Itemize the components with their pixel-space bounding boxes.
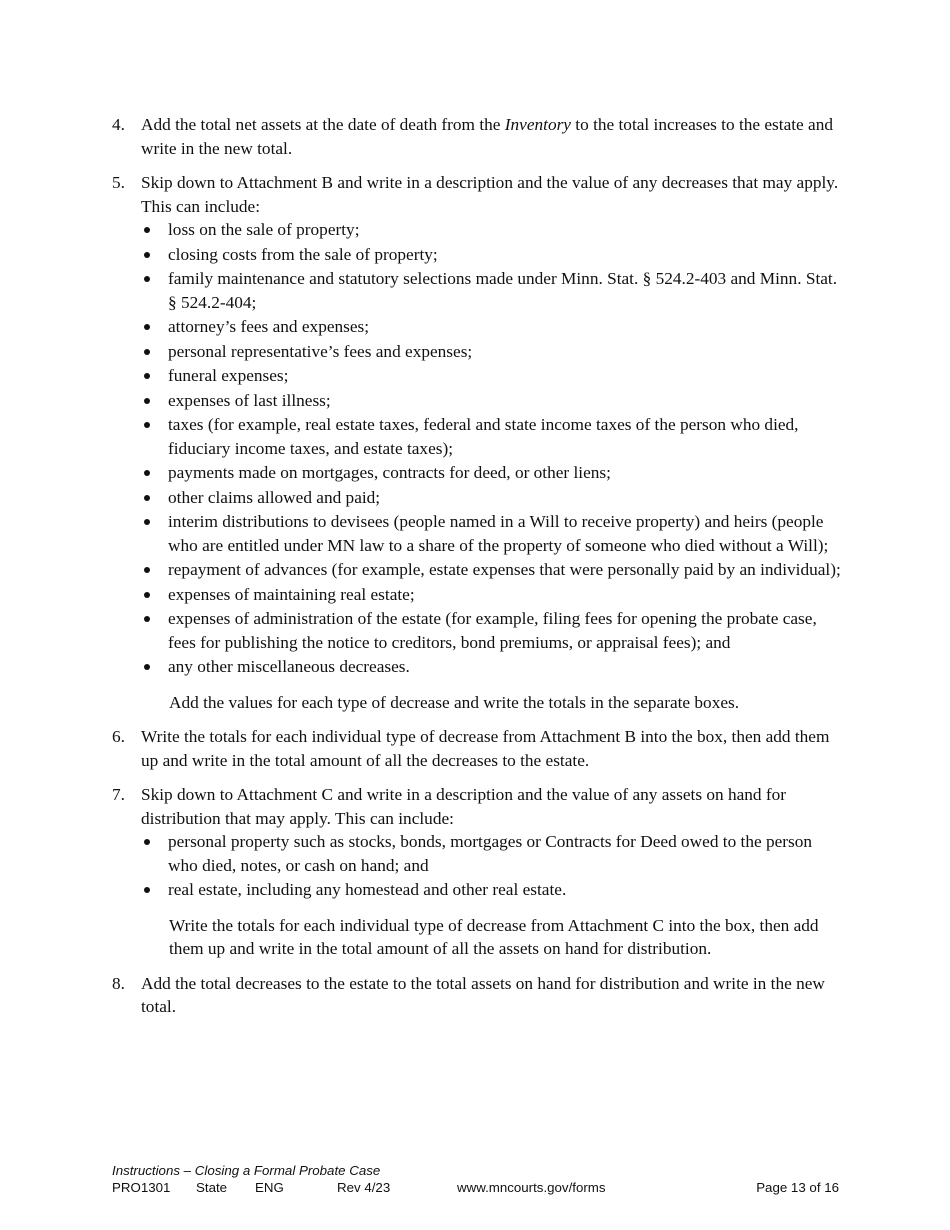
footer-title: Instructions – Closing a Formal Probate Case [112, 1163, 381, 1178]
bullet-icon [144, 252, 150, 258]
list-item: expenses of administration of the estate (for example, filing fees for opening the probate case, fees for publishing the notice to creditors, bond premiums, or appraisal fees); and [141, 607, 842, 654]
decreases-list [141, 218, 842, 679]
bullet-icon [144, 227, 150, 233]
step-number: 4. [112, 115, 125, 134]
assets-list [112, 830, 842, 902]
bullet-icon [144, 422, 150, 428]
list-item: personal representative’s fees and expenses; [141, 340, 842, 364]
list-item: taxes (for example, real estate taxes, federal and state income taxes of the person who died, fiduciary income taxes, and estate taxes); [141, 413, 842, 460]
list-item: payments made on mortgages, contracts for deed, or other liens; [141, 461, 842, 485]
step-5 [112, 171, 842, 714]
step-8 [112, 972, 842, 1019]
form-state: State [196, 1180, 228, 1195]
bullet-icon [144, 398, 150, 404]
bullet-icon [144, 276, 150, 282]
forms-url: www.mncourts.gov/forms [457, 1180, 606, 1195]
step-number: 5. [112, 173, 125, 192]
form-language: ENG [255, 1180, 284, 1195]
step-number: 6. [112, 727, 125, 746]
step-6 [112, 725, 842, 772]
page-number: Page 13 of 16 [756, 1180, 839, 1195]
step-note: Write the totals for each individual type of decrease from Attachment C into the box, then add them up and write in the total amount of all the assets on hand for distribution. [169, 915, 819, 958]
step-note: Add the values for each type of decrease and write the totals in the separate boxes. [169, 692, 740, 712]
step-text: Add the total decreases to the estate to the total assets on hand for distribution and write in the new total. [141, 973, 825, 1016]
list-item: loss on the sale of property; [141, 218, 842, 242]
bullet-icon [144, 495, 150, 501]
bullet-icon [144, 592, 150, 598]
list-item: expenses of maintaining real estate; [141, 583, 842, 607]
inventory-term: Inventory [504, 115, 571, 134]
list-item: funeral expenses; [141, 364, 842, 388]
list-item: interim distributions to devisees (people named in a Will to receive property) and heirs (people who are entitled under MN law to a share of the property of someone who died without a Will); [141, 510, 842, 557]
list-item: other claims allowed and paid; [141, 486, 842, 510]
step-text: Skip down to Attachment B and write in a description and the value of any decreases that may apply. This can include: [141, 173, 839, 216]
page-footer [112, 1163, 839, 1197]
bullet-icon [144, 324, 150, 330]
list-item: family maintenance and statutory selections made under Minn. Stat. § 524.2-403 and Minn. Stat. § 524.2-404; [141, 267, 842, 314]
step-text: Write the totals for each individual type of decrease from Attachment B into the box, then add them up and write in the total amount of all the decreases to the estate. [141, 727, 830, 770]
footer-meta [112, 1180, 839, 1197]
bullet-icon [144, 470, 150, 476]
list-item: attorney’s fees and expenses; [141, 315, 842, 339]
step-text: Skip down to Attachment C and write in a description and the value of any assets on hand for distribution that may apply. This can include: [141, 785, 787, 828]
list-item: real estate, including any homestead and other real estate. [141, 878, 842, 902]
bullet-icon [144, 887, 150, 893]
form-revision: Rev 4/23 [337, 1180, 391, 1195]
step-number: 8. [112, 973, 125, 993]
bullet-icon [144, 839, 150, 845]
instructions-body [112, 113, 842, 1030]
bullet-icon [144, 616, 150, 622]
step-7 [112, 783, 842, 961]
list-item: expenses of last illness; [141, 389, 842, 413]
list-item: closing costs from the sale of property; [141, 243, 842, 267]
list-item: repayment of advances (for example, estate expenses that were personally paid by an individual); [141, 558, 842, 582]
step-number: 7. [112, 785, 125, 804]
step-text: Add the total net assets at the date of death from the Inventory to the total increases to the estate and write in the new total. [141, 115, 833, 158]
form-code: PRO1301 [112, 1180, 171, 1195]
bullet-icon [144, 567, 150, 573]
bullet-icon [144, 373, 150, 379]
bullet-icon [144, 664, 150, 670]
step-4 [112, 113, 842, 160]
bullet-icon [144, 349, 150, 355]
list-item: personal property such as stocks, bonds, mortgages or Contracts for Deed owed to the person who died, notes, or cash on hand; and [141, 830, 842, 877]
bullet-icon [144, 519, 150, 525]
list-item: any other miscellaneous decreases. [141, 655, 842, 679]
